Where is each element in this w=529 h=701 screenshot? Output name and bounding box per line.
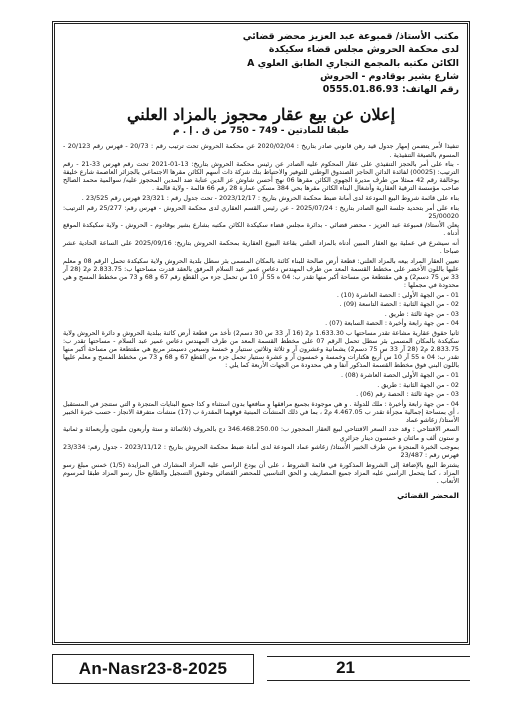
- paragraph-opening-price: السعر الافتتاحي : وقد حدد السعر الافتتاحي لبيع العقار المحجوز ب: 346.468.250.00 دج بالحروف (ثلاثمائة و ستة وأربعون مليون وأربعمائة و ثمانية و ستون ألف و مائتان و خمسون دينار جزائري: [63, 425, 459, 442]
- header-line-address: الكائن مكتبه بالمجمع التجاري الطابق العلوي A: [247, 57, 459, 69]
- boundary-item: 04 - من جهة رابعة وأخيرة : الحصة السابعة (07) .: [325, 319, 459, 328]
- publication-date-box: An-Nasr23-8-2025: [52, 654, 254, 684]
- boundary-item: 04 - من جهة رابعة وأخيرة : ملك للدولة . و هي موجودة بجميع مرافقها و منافعها بدون استثناء و كذا جميع البنايات المتجزة و التي ستنجز في المستقبل ، أي بمساحة إجمالية مجزأة تقدر ب 4.467.05 م2 ، بما في ذلك المنشآت المبنية فوقهما المقدرة ب (17) منشأت متفرقة الانجاز - حسب خبرة الخبير الأستاذ/ زغاشو عماد: [63, 399, 459, 424]
- signature-label: المحضر القضائي: [397, 491, 459, 501]
- header-line-office: مكتب الأستاذ/ قمبوعة عبد العزيز محضر قضائي: [242, 31, 459, 42]
- header-line-court: لدى محكمة الحروش مجلس قضاء سكيكدة: [268, 44, 459, 56]
- page-footer: [52, 654, 470, 684]
- announcement-body: [63, 142, 459, 485]
- paragraph-conditions-list: بناء على قائمة شروط البيع المودعة لدى أمانة ضبط محكمة الحروش بتاريخ : 2023/12/17 - تحت جدول رقم : 23/321 فهرس رقم 23/525 .: [81, 194, 459, 203]
- paragraph-shared-rights: ثانيا حقوق عقارية مشاعة تقدر مساحتها ب 1.633.30 م2 (16 آر 33 س 30 دسم2) تأخذ من قطعة أرض كائنة ببلدية الحروش و دائرة الحروش ولاية سكيكدة بالمكان المسمى بئر سطل تحمل الرقم 07 على مخطط القسمة المعد من طرف المهندس دعاس عمير عبد السلام - مساحتها تقدر ب: 2.833.75 م2 (28 آر 33 س 75 دسم2) يشمانية وعشرون آر و ثلاثة وثلاثين سنتيار و خمسة وسبعين دسيمتر مربع هي مقتطعة من مساحة أكبر منها تقدر ب: 04 ه 55 آر 10 س أربع هكتارات وخمسة و خمسون آر و عشرة سنتيار تحمل جزء من القطع 67 و 68 و 73 من مخطط المسح و معلم عليها باللون البني فوق مخطط القسمة المذكور آنفا و هي محدودة من الجهات الأربعة كما يلي :: [63, 328, 460, 370]
- paragraph-mortgage-order: تنفيذا لأمر يتضمن إمهار جدول قيد رهن قانوني صادر بتاريخ : 2020/02/04 عن محكمة الحروش تحت ترتيب رقم : 20/73 - فهرس رقم 20/123 - المسوم بالصيغة التنفيذية .: [63, 142, 459, 159]
- boundary-item: 01 - من الجهة الأولى : الحصة العاشرة (10) .: [336, 290, 459, 299]
- boundary-item: 02 - من الجهة الثانية : طريق .: [377, 380, 459, 389]
- paragraph-seizure-order: - بناء على أمر بالحجز التنفيذي على عقار المحكوم عليه الصادر عن رئيس محكمة الحروش بتاريخ: 13-01-2021 تحت رقم فهرس 33-21 - رقم الترتيب: (00025) لفائدة الدائن الحاجز الصندوق الوطني للتوفير والاحتياط بنك شركة ذات أسهم الكائن مقرها الاجتماعي بالجزائر العاصمة شارع خليفة بوخالفة رقم 42 ممثلا من طرف مديرة الجهوي الكائن مقرها 06 نهج أحسن شاوش عز الدين عنابة ضد المدين المحجوز عليه/ سوالمية محمد الصالح صاحب مؤسسة الترقية العقارية وأشغال البناء الكائن مقرها بحي 384 مسكن عمارة 28 رقم 66 قالمة - ولاية قالمة .: [63, 160, 460, 193]
- footer-rule-top: [267, 656, 470, 657]
- paragraph-property-description: تعيين العقار المراد بيعه بالمزاد العلني: قطعة أرض صالحة للبناء كائنة بالمكان المسمى بئر سطل بلدية الحروش ولاية سكيكدة تحمل الرقم 08 و معلم عليها باللون الأخضر على مخطط القسمة المعد من طرف المهندس دعاس عمير عبد السلام المرفق بالعقد قدرت مساحتها ب: 2.833.75 م2 (28 آر 33 س 75 دسم2) و هي مقتطعة من مساحة أكبر منها تقدر ب: 04 ه 55 آر 10 س تحمل جزء من القطع رقم 67 و 68 و 73 من مخطط المسح و هي محدودة في مجملها :: [63, 256, 459, 289]
- paragraph-expert-report: بموجب الخبرة المنجزة من طرف الخبير الأستاذ/ زغاشو عماد المودعة لدى أمانة ضبط محكمة الحروش بتاريخ : 2023/11/12 - جدول رقم: 23/334 فهرس رقم : 23/487: [63, 443, 460, 460]
- bailiff-header: [63, 30, 459, 96]
- paragraph-sale-date: أنه سيشرع في عملية بيع العقار المبين أدناه بالمزاد العلني بقاعة البيوع العقارية بمحكمة الحروش بتاريخ: 2025/09/16 على الساعة الحادية عشر صباحا .: [63, 239, 459, 256]
- announcement-frame: [52, 21, 470, 645]
- paragraph-session-order: بناء على أمر بتحديد جلسة البيع الصادر بتاريخ : 2025/07/24 - عن رئيس القسم العقاري لدى محكمة الحروش - فهرس رقم: 25/277 رقم الترتيب: 25/00020: [63, 203, 459, 220]
- boundary-item: 03 - من جهة ثالثة : طريق .: [384, 309, 459, 318]
- page-number: 21: [336, 658, 355, 677]
- paragraph-bailiff-notice: يعلن الأستاذ/ قمبوعة عبد العزيز - محضر قضائي - بدائرة مجلس قضاء سكيكدة الكائن مكتبه بشارع بشير بوقادوم - الحروش - ولاية سكيكدة الموقع أدناه .: [63, 221, 459, 238]
- boundary-item: 01 - من الجهة الأولى الحصة العاشرة (08) .: [341, 370, 459, 379]
- header-line-street: شارع بشير بوقادوم - الحروش: [320, 70, 459, 82]
- footer-rule-bottom: [267, 680, 470, 681]
- announcement-title: إعلان عن بيع عقار محجوز بالمزاد العلني: [126, 105, 396, 125]
- paragraph-sale-terms: يشترط البيع بالإضافة إلى الشروط المذكورة في قائمة الشروط ، على أن يودع الراسي عليه المزاد المشارك في المزايدة (1/5) خمس مبلغ رسو المزاد ، كما يتحمل الراسي عليه المزاد جميع المصاريف و الحق التناسبي للمحضر القضائي وحقوق التسجيل والطابع حال رسو المزاد طبقا لمرسوم الأتعاب .: [63, 460, 459, 486]
- boundary-item: 03 - من جهة ثالثة : الحصة رقم (06) .: [356, 390, 459, 399]
- boundary-item: 02 - من الجهة الثانية : الحصة التاسعة (09) .: [339, 300, 459, 309]
- announcement-subtitle: طبقا للمادتين - 749 - 750 من ق . إ . م: [172, 126, 350, 137]
- header-line-phone: رقم الهاتف: 0555.01.86.93: [322, 84, 459, 96]
